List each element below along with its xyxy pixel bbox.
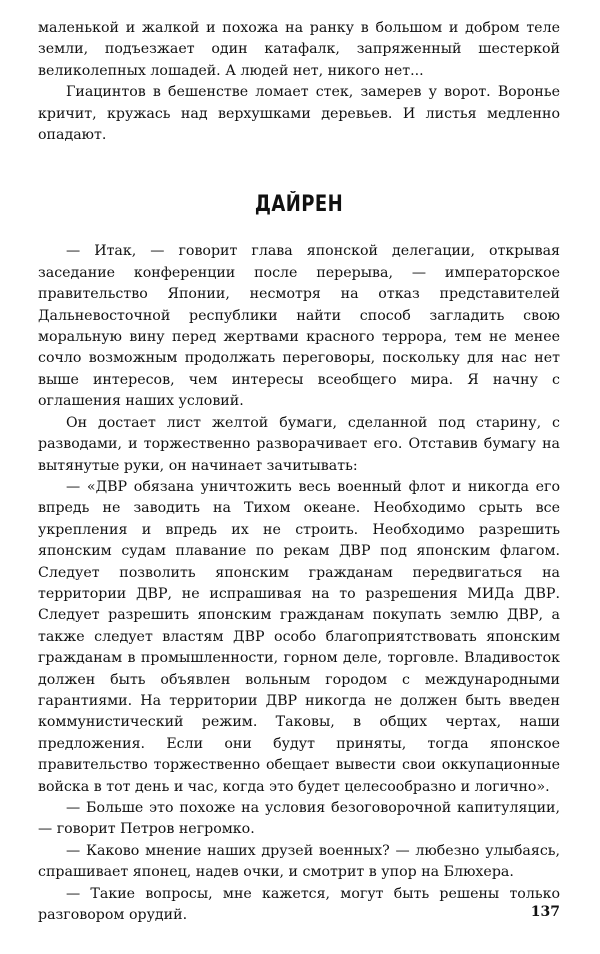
page-number: 137 — [530, 904, 560, 920]
chapter-paragraph: Он достает лист желтой бумаги, сделанной под старину, с разводами, и торжественно разворачивает его. Отставив бумагу на вытянутые руки, он начинает зачитывать: — [38, 414, 560, 474]
chapter-paragraph: — Больше это похоже на условия безоговорочной капитуляции, — говорит Петров негромко. — [38, 800, 560, 838]
chapter-paragraph: — «ДВР обязана уничтожить весь военный флот и никогда его впредь не заводить на Тихом океане. Необходимо срыть все укрепления и впредь их не строить. Необходимо разрешить японским судам плавание по рекам ДВР под японским флагом. Следует позволить японским гражданам передвигаться на территории ДВР, не испрашивая на то разрешения МИДа ДВР. Следует разрешить японским гражданам покупать землю ДВР, а также следует властям ДВР особо благоприятствовать японским гражданам в промышленности, горном деле, торговле. Владивосток должен быть объявлен вольным городом с международными гарантиями. На территории ДВР никогда не должен быть введен коммунистический режим. Таковы, в общих чертах, наши предложения. Если они будут приняты, тогда японское правительство торжественно обещает вывести свои оккупационные войска в тот день и час, когда это будет целесообразно и логично». — [38, 478, 560, 795]
intro-paragraph: маленькой и жалкой и похожа на ранку в большом и добром теле земли, подъезжает один катафалк, запряженный шестеркой великолепных лошадей. А людей нет, никого нет... — [38, 20, 560, 79]
intro-paragraph: Гиацинтов в бешенстве ломает стек, замерев у ворот. Воронье кричит, кружась над верхушками деревьев. И листья медленно опадают. — [38, 84, 560, 144]
chapter-paragraph: — Такие вопросы, мне кажется, могут быть решены только разговором орудий. — [38, 885, 560, 924]
chapter-paragraph: — Итак, — говорит глава японской делегации, открывая заседание конференции после перерыва, — императорское правительство Японии, несмотря на отказ представителей Дальневосточной республики найти способ загладить свою моральную вину перед жертвами красного террора, тем не менее сочло возможным продолжать переговоры, поскольку для нас нет выше интересов, чем интересы всеобщего мира. Я начну с оглашения наших условий. — [38, 243, 560, 410]
section-gap — [38, 146, 560, 192]
chapter-paragraph: — Каково мнение наших друзей военных? — любезно улыбаясь, спрашивает японец, надев очки, и смотрит в упор на Блюхера. — [38, 842, 560, 881]
chapter-title: ДАЙРЕН — [254, 192, 344, 218]
book-page — [38, 18, 560, 926]
